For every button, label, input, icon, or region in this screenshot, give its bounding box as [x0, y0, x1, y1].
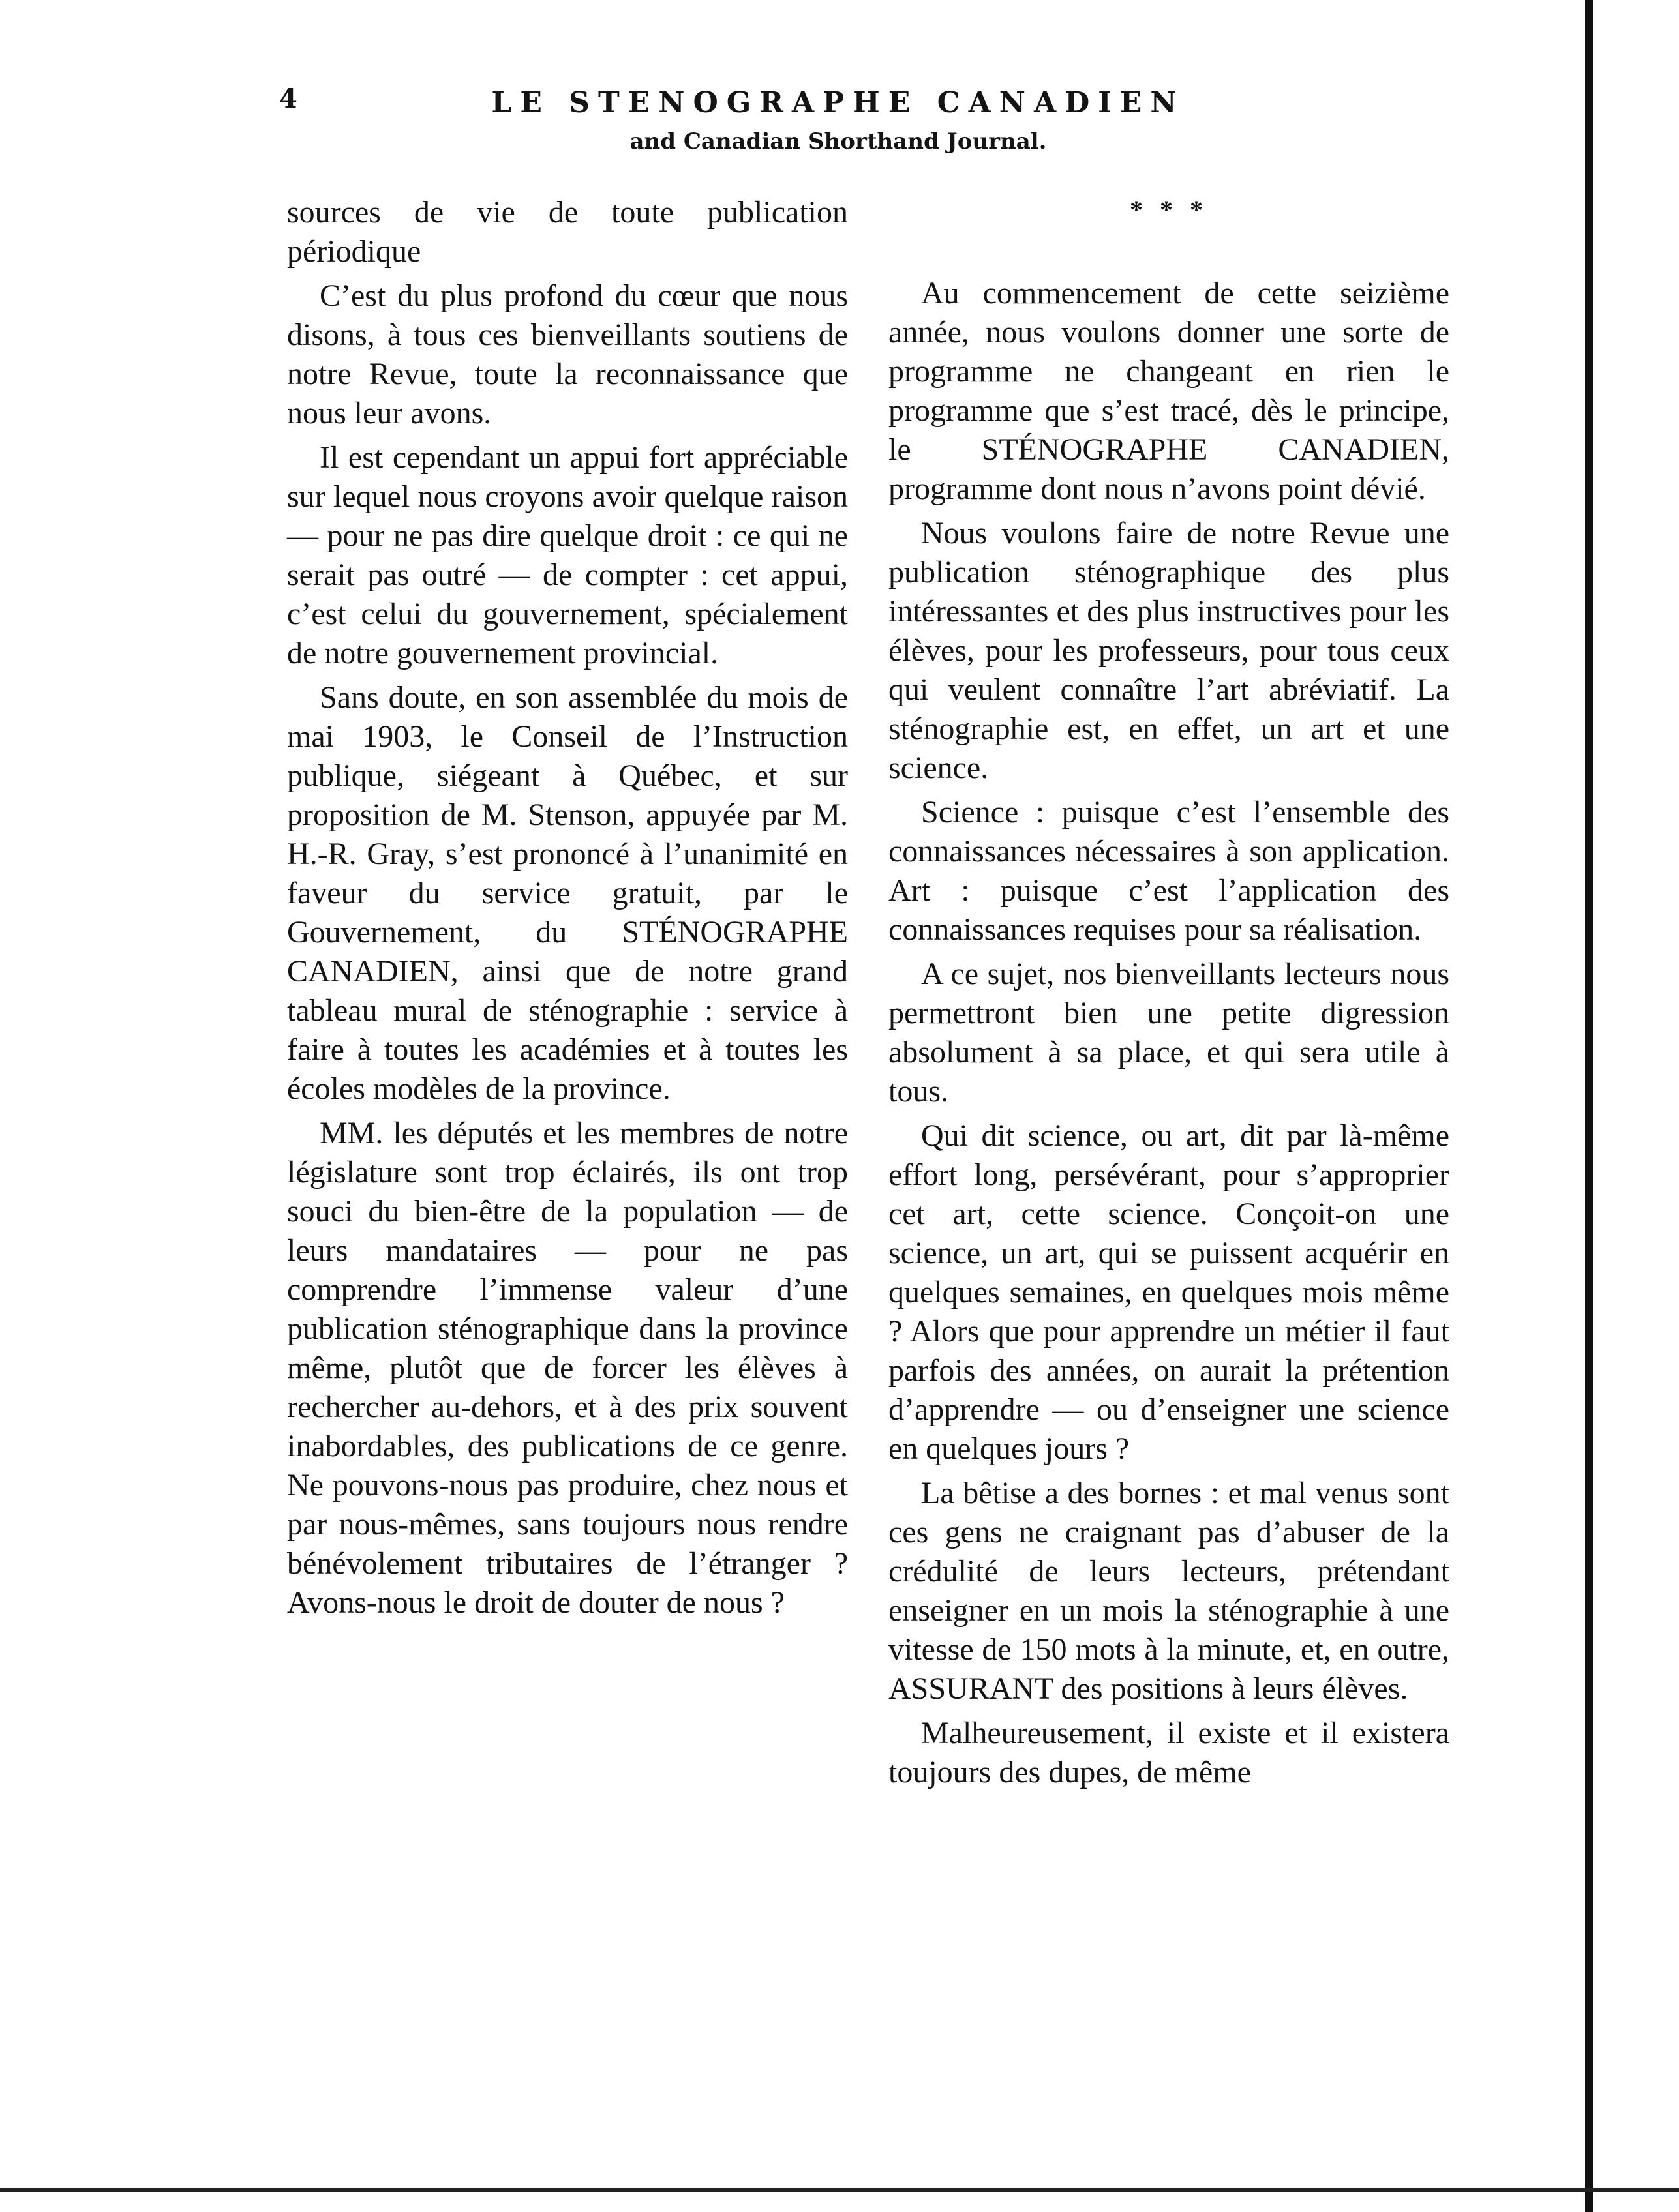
journal-title: LE STENOGRAPHE CANADIEN: [491, 86, 1185, 119]
paragraph: Sans doute, en son assemblée du mois de mai 1903, le Conseil de l’Instruction publique, siégeant à Québec, et sur proposition de M. Stenson, appuyée par M. H.-R. Gray, s’est prononcé à l’unanimité en faveur du service gratuit, par le Gouvernement, du STÉNOGRAPHE CANADIEN, ainsi que de notre grand tableau mural de sténographie : service à faire à toutes les académies et à toutes les écoles modèles de la province.: [287, 680, 848, 1106]
paragraph: A ce sujet, nos bienveillants lecteurs nous permettront bien une petite digression absolument à sa place, et qui sera utile à tous.: [888, 957, 1449, 1109]
paragraph: La bêtise a des bornes : et mal venus sont ces gens ne craignant pas d’abuser de la crédulité de leurs lecteurs, prétendant enseigner en un mois la sténographie à une vitesse de 150 mots à la minute, et, en outre, ASSURANT des positions à leurs élèves.: [888, 1476, 1449, 1706]
right-column: [888, 193, 1449, 1792]
paragraph: sources de vie de toute publication périodique: [287, 195, 848, 269]
paragraph: Science : puisque c’est l’ensemble des connaissances nécessaires à son application. Art : puisque c’est l’application des connaissances requises pour sa réalisation.: [888, 795, 1449, 947]
paragraph: Il est cependant un appui fort appréciable sur lequel nous croyons avoir quelque raison — pour ne pas dire quelque droit : ce qui ne serait pas outré — de compter : cet appui, c’est celui du gouvernement, spécialement de notre gouvernement provincial.: [287, 440, 848, 670]
journal-subtitle: and Canadian Shorthand Journal.: [629, 128, 1047, 155]
paragraph: MM. les députés et les membres de notre législature sont trop éclairés, ils ont trop souci du bien-être de la population — de leurs mandataires — pour ne pas comprendre l’immense valeur d’une publication sténographique dans la province même, plutôt que de forcer les élèves à rechercher au-dehors, et à des prix souvent inabordables, des publications de ce genre. Ne pouvons-nous pas produire, chez nous et par nous-mêmes, sans toujours nous rendre bénévolement tributaires de l’étranger ? Avons-nous le droit de douter de nous ?: [287, 1116, 848, 1620]
section-separator: * * *: [1130, 195, 1208, 224]
page-number: 4: [279, 83, 297, 114]
scan-edge-right: [1585, 0, 1593, 2212]
paragraph: Qui dit science, ou art, dit par là-même effort long, persévérant, pour s’approprier cet art, cette science. Conçoit-on une science, un art, qui se puissent acquérir en quelques semaines, en quelques mois même ? Alors que pour apprendre un métier il faut parfois des années, on aurait la prétention d’apprendre — ou d’enseigner une science en quelques jours ?: [888, 1118, 1449, 1466]
paragraph: Nous voulons faire de notre Revue une publication sténographique des plus intéressantes et des plus instructives pour les élèves, pour les professeurs, pour tous ceux qui veulent connaître l’art abréviatif. La sténographie est, en effet, un art et une science.: [888, 516, 1449, 785]
left-column: [287, 193, 848, 1622]
running-header: [326, 83, 1350, 158]
paragraph: C’est du plus profond du cœur que nous disons, à tous ces bienveillants soutiens de notre Revue, toute la reconnaissance que nous leur avons.: [287, 278, 848, 430]
scan-edge-bottom: [0, 2188, 1679, 2192]
paragraph: Malheureusement, il existe et il existera toujours des dupes, de même: [888, 1716, 1449, 1789]
paragraph: Au commencement de cette seizième année, nous voulons donner une sorte de programme ne changeant en rien le programme que s’est tracé, dès le principe, le STÉNOGRAPHE CANADIEN, programme dont nous n’avons point dévié.: [888, 276, 1449, 506]
